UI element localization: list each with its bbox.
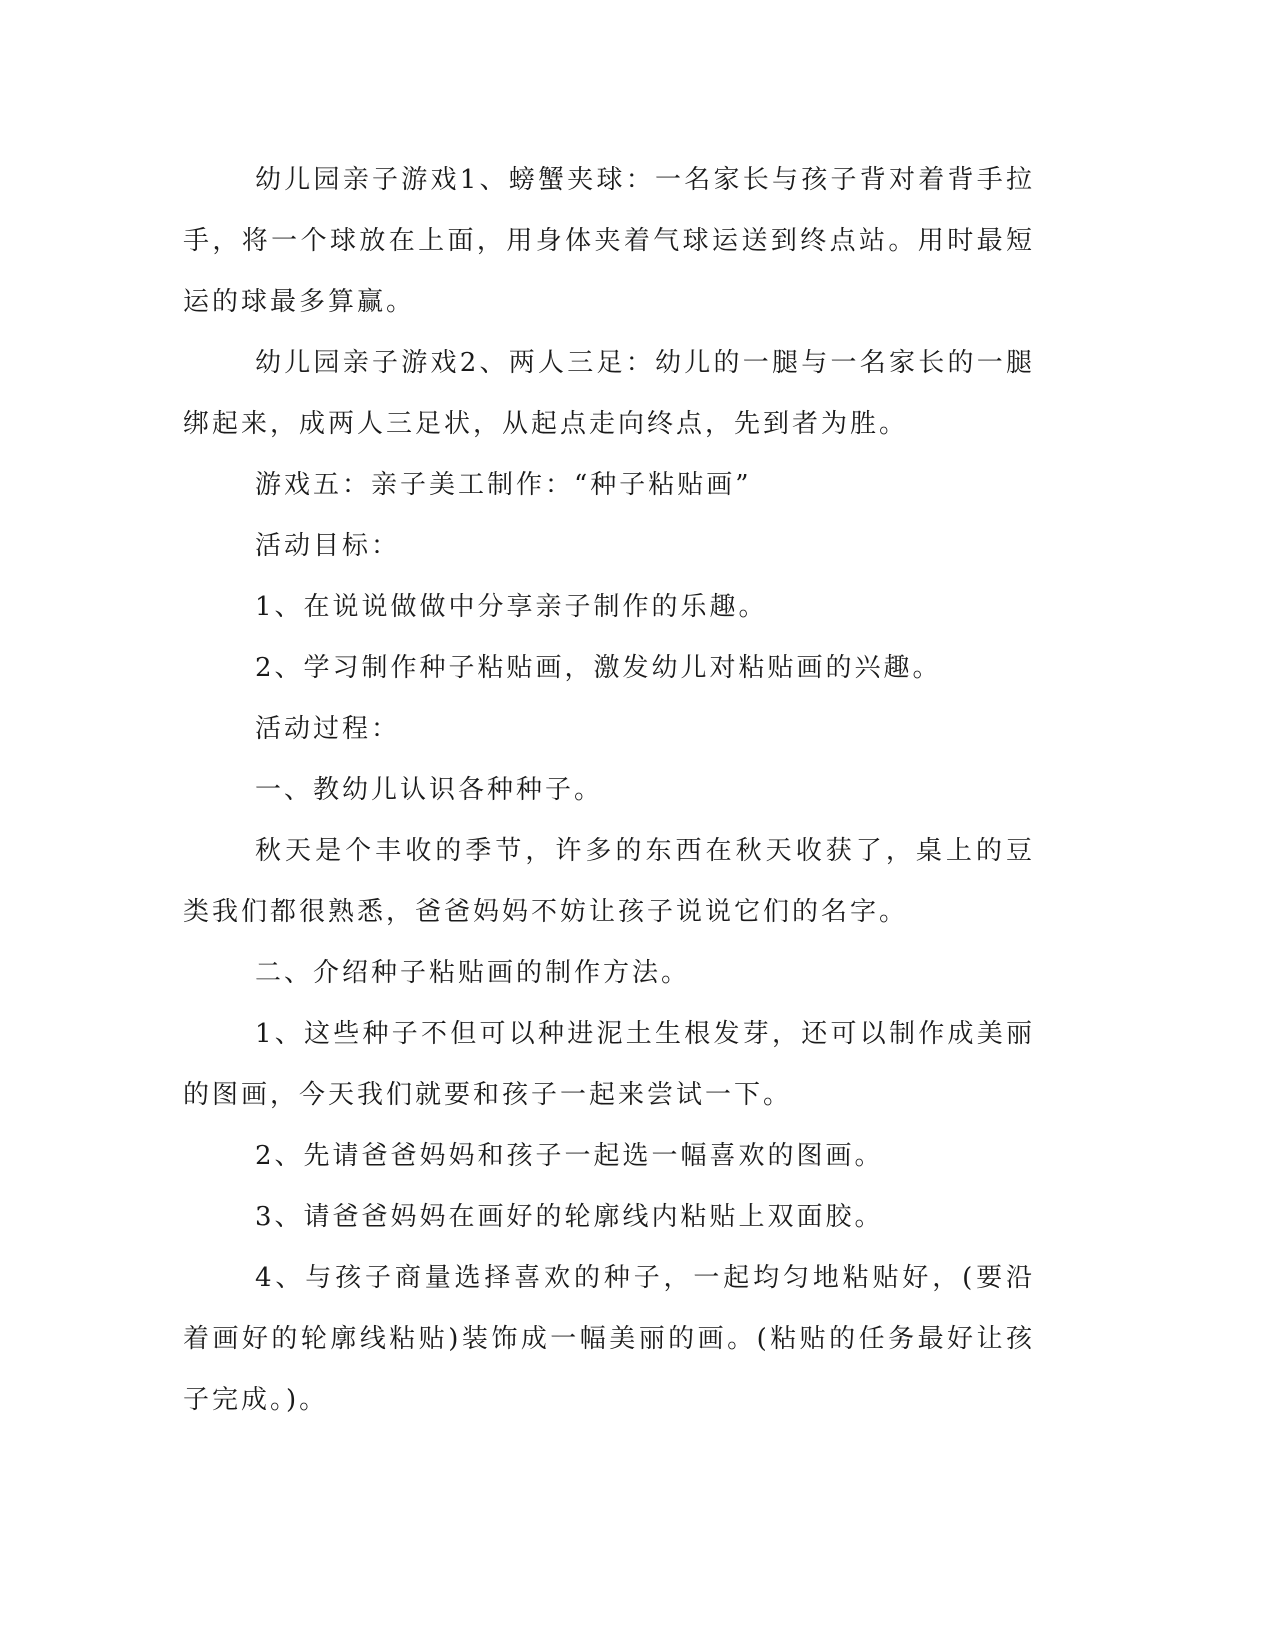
paragraph-crab-ball-game: 幼儿园亲子游戏1、螃蟹夹球：一名家长与孩子背对着背手拉手，将一个球放在上面，用身体夹着气球运送到终点站。用时最短运的球最多算赢。: [183, 165, 1035, 317]
paragraph-goal-2: 2、学习制作种子粘贴画，激发幼儿对粘贴画的兴趣。: [255, 653, 942, 683]
paragraph-method-3: 3、请爸爸妈妈在画好的轮廓线内粘贴上双面胶。: [255, 1202, 884, 1232]
paragraph-three-legged-game: 幼儿园亲子游戏2、两人三足：幼儿的一腿与一名家长的一腿绑起来，成两人三足状，从起点走向终点，先到者为胜。: [183, 348, 1035, 439]
paragraph-goal-1: 1、在说说做做中分享亲子制作的乐趣。: [255, 592, 768, 622]
paragraph-step-two: 二、介绍种子粘贴画的制作方法。: [255, 958, 691, 988]
document-page: [183, 150, 1035, 1431]
paragraph-activity-goals-heading: 活动目标：: [255, 531, 401, 561]
paragraph-activity-process-heading: 活动过程：: [255, 714, 401, 744]
paragraph-method-1: 1、这些种子不但可以种进泥土生根发芽，还可以制作成美丽的图画，今天我们就要和孩子一起来尝试一下。: [183, 1019, 1035, 1110]
paragraph-method-4: 4、与孩子商量选择喜欢的种子，一起均匀地粘贴好，(要沿着画好的轮廓线粘贴)装饰成一幅美丽的画。(粘贴的任务最好让孩子完成。)。: [183, 1263, 1035, 1415]
paragraph-method-2: 2、先请爸爸妈妈和孩子一起选一幅喜欢的图画。: [255, 1141, 884, 1171]
paragraph-step-one: 一、教幼儿认识各种种子。: [255, 775, 604, 805]
paragraph-autumn-harvest: 秋天是个丰收的季节，许多的东西在秋天收获了，桌上的豆类我们都很熟悉，爸爸妈妈不妨让孩子说说它们的名字。: [183, 836, 1035, 927]
paragraph-game-five-title: 游戏五：亲子美工制作：“种子粘贴画”: [255, 470, 752, 500]
